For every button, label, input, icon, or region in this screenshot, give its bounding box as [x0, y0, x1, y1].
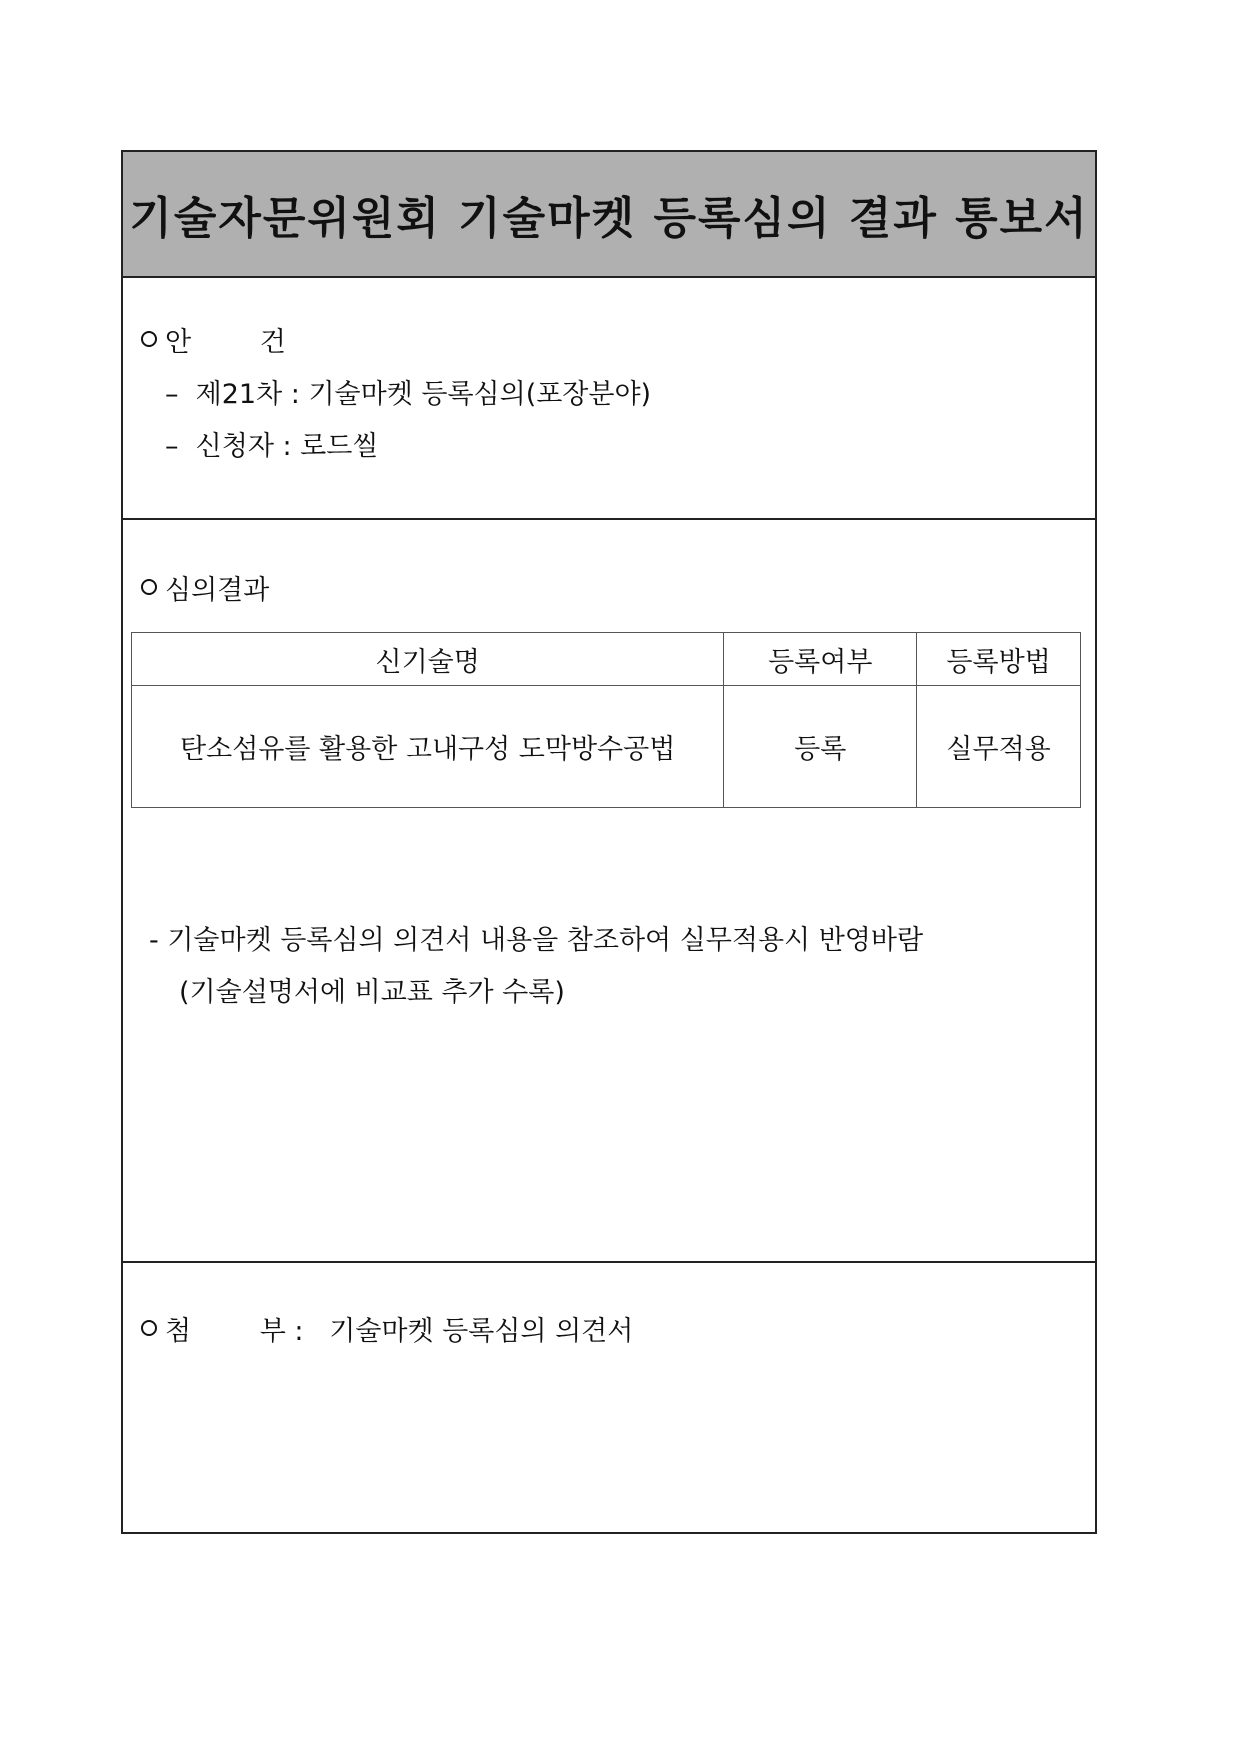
agenda-heading-line — [141, 320, 286, 359]
agenda-item-applicant: 신청자 : 로드씰 — [195, 431, 379, 462]
result-heading: 심의결과 — [165, 575, 270, 606]
result-table — [131, 632, 1081, 808]
agenda-item-session: 제21차 : 기술마켓 등록심의(포장분야) — [195, 379, 652, 410]
cell-tech-name: 탄소섬유를 활용한 고내구성 도막방수공법 — [132, 686, 724, 808]
cell-registration-method: 실무적용 — [917, 686, 1081, 808]
result-heading-line — [141, 568, 269, 607]
dash-bullet-icon: – — [165, 431, 179, 462]
attachment-value: 기술마켓 등록심의 의견서 — [329, 1316, 634, 1347]
table-header-row — [132, 633, 1081, 686]
header-tech-name: 신기술명 — [132, 633, 724, 686]
circle-bullet-icon — [141, 331, 157, 347]
table-row — [132, 686, 1081, 808]
circle-bullet-icon — [141, 579, 157, 595]
agenda-item — [165, 372, 651, 411]
dash-bullet-icon: – — [165, 379, 179, 410]
result-note-line2: (기술설명서에 비교표 추가 수록) — [179, 977, 565, 1008]
document-title: 기술자문위원회 기술마켓 등록심의 결과 통보서 — [129, 193, 1089, 244]
cell-registration-status: 등록 — [724, 686, 917, 808]
agenda-heading: 안 건 — [165, 327, 286, 358]
circle-bullet-icon — [141, 1320, 157, 1336]
attachment-line — [141, 1309, 633, 1348]
title-banner — [123, 152, 1095, 278]
header-registration-status: 등록여부 — [724, 633, 917, 686]
attachment-label: 첨 부 : — [165, 1316, 304, 1347]
notice-frame — [121, 150, 1097, 1534]
result-section — [123, 520, 1095, 1263]
agenda-item — [165, 424, 378, 463]
agenda-section — [123, 276, 1095, 520]
attachment-section — [123, 1263, 1095, 1532]
header-registration-method: 등록방법 — [917, 633, 1081, 686]
result-note-line1: - 기술마켓 등록심의 의견서 내용을 참조하여 실무적용시 반영바람 — [149, 925, 924, 956]
